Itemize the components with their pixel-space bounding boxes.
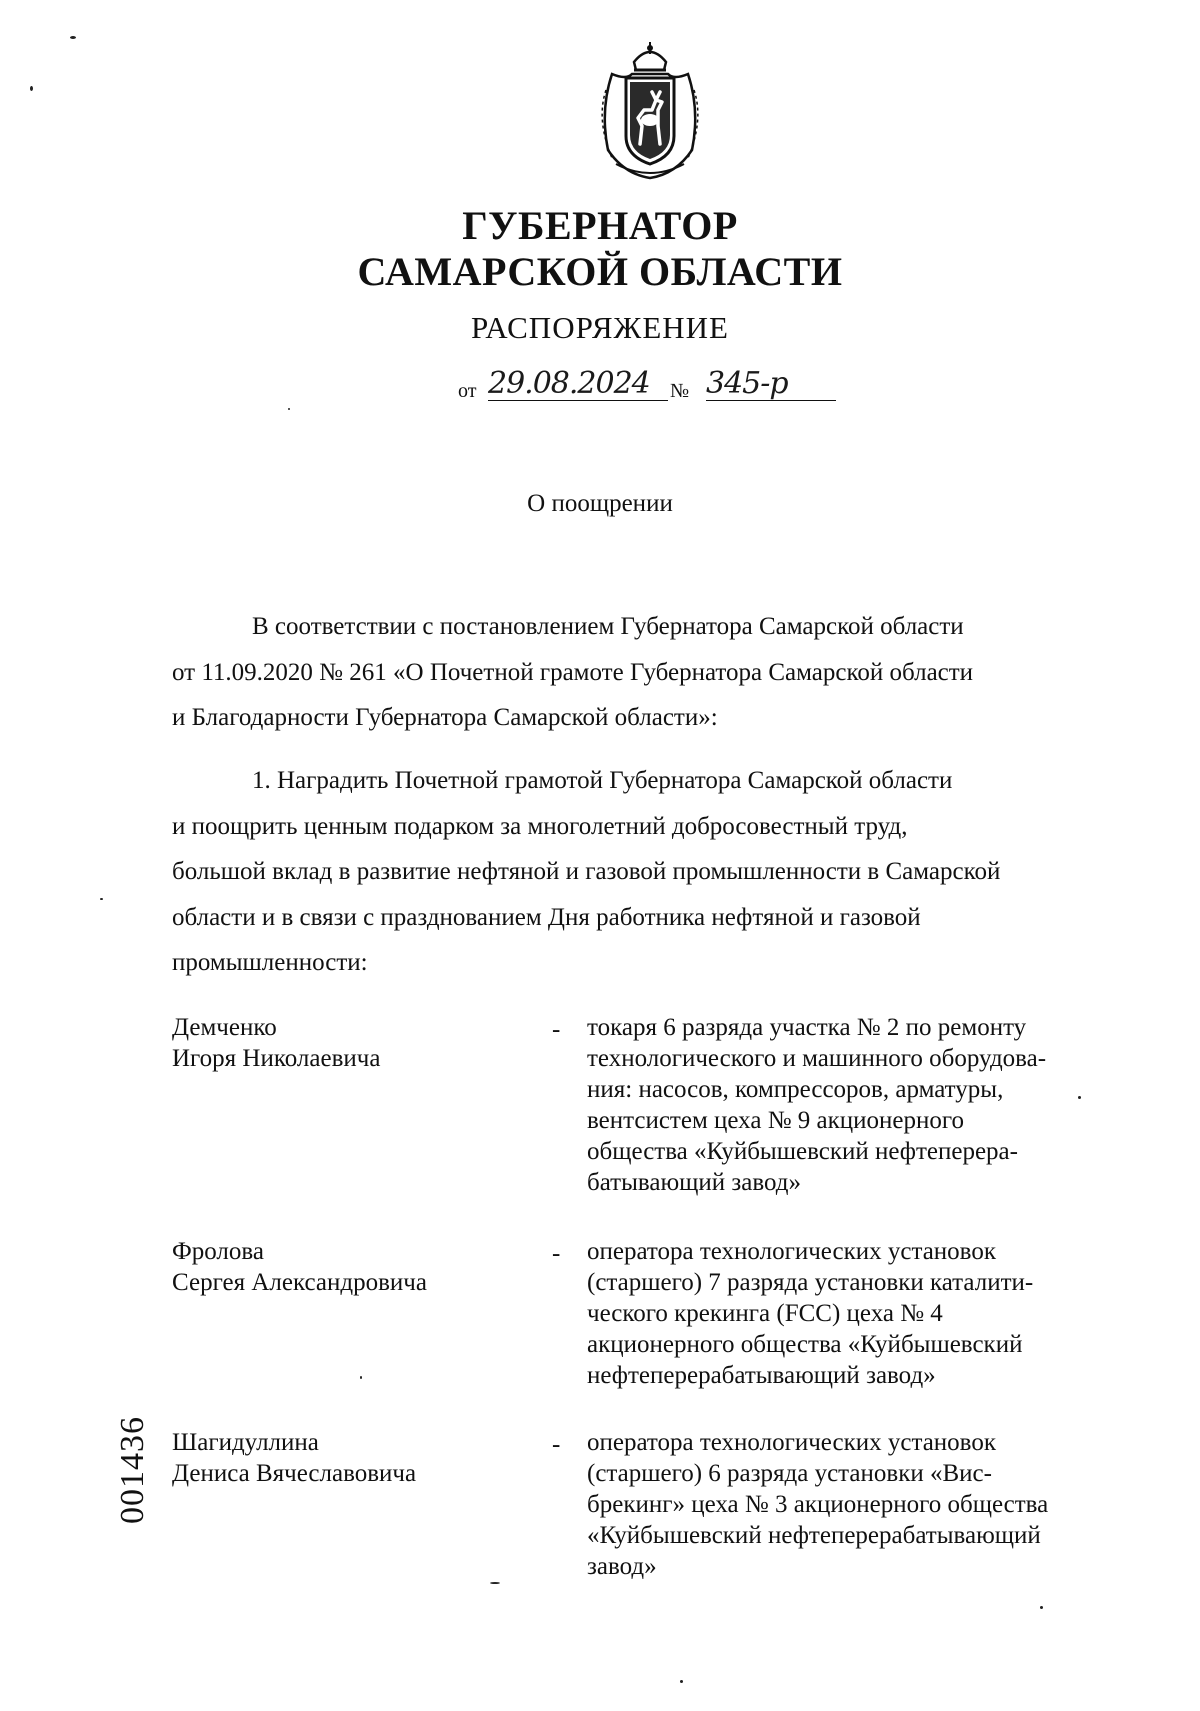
document-type: РАСПОРЯЖЕНИЕ <box>471 310 729 345</box>
issuer-title-line2: САМАРСКОЙ ОБЛАСТИ <box>357 249 843 294</box>
scan-speck <box>100 898 103 900</box>
reference-number-label: № <box>670 380 690 402</box>
document-reference <box>458 368 858 408</box>
awardee-position <box>587 1012 1122 1198</box>
position-line: акционерного общества «Куйбышевский <box>587 1331 1023 1358</box>
position-line: ческого крекинга (FCC) цеха № 4 <box>587 1300 943 1327</box>
awardee-name <box>172 1236 552 1298</box>
paragraph-line: 1. Наградить Почетной грамотой Губернатора Самарской области <box>252 767 953 794</box>
scan-speck <box>360 1376 362 1379</box>
preamble-paragraph <box>172 604 1120 741</box>
awardee-surname: Фролова <box>172 1238 264 1265</box>
position-line: вентсистем цеха № 9 акционерного <box>587 1107 965 1134</box>
reference-number: 345-р <box>706 368 836 401</box>
awardee-name <box>172 1012 552 1074</box>
paragraph-line: В соответствии с постановлением Губернатора Самарской области <box>252 613 964 640</box>
awardee-given-name: Игоря Николаевича <box>172 1045 381 1072</box>
paragraph-line: области и в связи с празднованием Дня работника нефтяной и газовой <box>172 903 921 931</box>
scan-speck <box>288 408 290 410</box>
position-line: (старшего) 6 разряда установки «Вис- <box>587 1460 992 1487</box>
position-line: оператора технологических установок <box>587 1238 996 1265</box>
entry-dash: - <box>552 1240 561 1267</box>
issuer-title-line1: ГУБЕРНАТОР <box>462 203 738 248</box>
awardee-position <box>587 1236 1122 1391</box>
position-line: «Куйбышевский нефтеперерабатывающий <box>587 1522 1041 1549</box>
scan-speck <box>680 1680 683 1683</box>
position-line: токаря 6 разряда участка № 2 по ремонту <box>587 1014 1027 1041</box>
scan-speck <box>30 86 33 91</box>
scan-speck <box>1040 1606 1043 1609</box>
registration-stamp: 001436 <box>114 1416 151 1524</box>
reference-date: 29.08.2024 <box>488 368 668 401</box>
paragraph-line: и Благодарности Губернатора Самарской области»: <box>172 704 718 731</box>
scan-speck <box>1078 1096 1081 1099</box>
position-line: брекинг» цеха № 3 акционерного общества <box>587 1491 1049 1518</box>
position-line: батывающий завод» <box>587 1169 802 1196</box>
paragraph-line: от 11.09.2020 № 261 «О Почетной грамоте Губернатора Самарской области <box>172 658 974 686</box>
position-line: технологического и машинного оборудова- <box>587 1045 1047 1072</box>
scan-speck <box>70 36 76 39</box>
entry-dash: - <box>552 1431 561 1458</box>
reference-prefix: от <box>458 380 477 402</box>
position-line: оператора технологических установок <box>587 1429 996 1456</box>
paragraph-line: промышленности: <box>172 949 368 976</box>
position-line: завод» <box>587 1553 657 1580</box>
position-line: ния: насосов, компрессоров, арматуры, <box>587 1076 1004 1103</box>
awardee-given-name: Сергея Александровича <box>172 1269 427 1296</box>
awardee-name <box>172 1427 552 1489</box>
award-clause-paragraph <box>172 758 1120 986</box>
paragraph-line: большой вклад в развитие нефтяной и газовой промышленности в Самарской <box>172 858 1001 885</box>
position-line: общества «Куйбышевский нефтеперера- <box>587 1138 1018 1165</box>
paragraph-line: и поощрить ценным подарком за многолетний добросовестный труд, <box>172 812 908 840</box>
awardee-surname: Шагидуллина <box>172 1429 319 1456</box>
entry-dash: - <box>552 1016 561 1043</box>
position-line: (старшего) 7 разряда установки каталити- <box>587 1269 1034 1296</box>
awardee-position <box>587 1427 1122 1582</box>
scan-speck <box>490 1582 500 1584</box>
awardee-surname: Демченко <box>172 1014 277 1041</box>
awardee-given-name: Дениса Вячеславовича <box>172 1460 417 1487</box>
coat-of-arms-icon <box>594 40 706 180</box>
document-subject: О поощрении <box>527 490 673 517</box>
position-line: нефтеперерабатывающий завод» <box>587 1362 936 1389</box>
